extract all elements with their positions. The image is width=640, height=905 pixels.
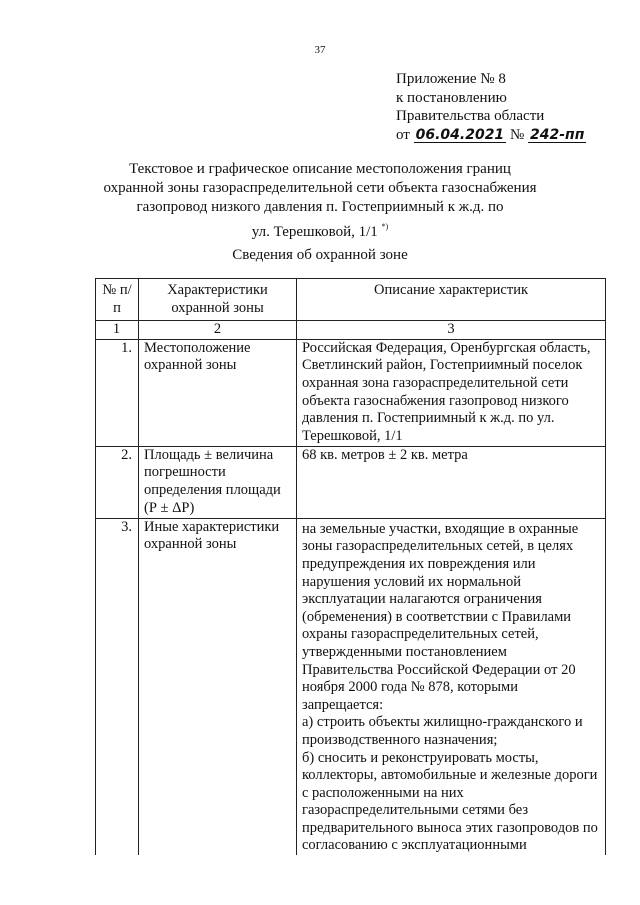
title-line2: охранной зоны газораспределительной сети объекта газоснабжения — [103, 180, 537, 196]
appendix-line4 — [396, 126, 586, 145]
characteristics-table — [95, 278, 606, 855]
title-footnote-mark: *) — [381, 222, 389, 231]
appendix-line2: к постановлению — [396, 89, 507, 106]
appendix-line1: Приложение № 8 — [396, 71, 506, 87]
title-line3: газопровод низкого давления п. Гостеприимный к ж.д. по — [136, 199, 504, 215]
handwritten-date: 06.04.2021 — [415, 126, 505, 143]
appendix-block — [396, 70, 586, 144]
row-number: 1. — [96, 339, 139, 446]
col-number-1: 1 — [96, 321, 139, 340]
col-number-3: 3 — [297, 321, 606, 340]
title-line4 — [90, 217, 550, 242]
restriction-item-b: б) сносить и реконструировать мосты, коллекторы, автомобильные и железные дороги с расположенными на них газораспределительными сетями без предварительного выноса этих газопроводов по согласованию с эксплуатационными — [302, 749, 598, 854]
title-line4-text: ул. Терешковой, 1/1 — [251, 224, 378, 240]
row-number: 2. — [96, 446, 139, 518]
restriction-item-a: а) строить объекты жилищно-гражданского и производственного назначения; — [302, 714, 583, 748]
table-row — [96, 339, 606, 446]
table-row — [96, 518, 606, 855]
row-number: 3. — [96, 518, 139, 855]
appendix-line3: Правительства области — [396, 108, 545, 124]
column-number-row — [96, 321, 606, 340]
row-characteristic: Местоположение охранной зоны — [139, 339, 297, 446]
table-row — [96, 446, 606, 518]
title-line1: Текстовое и графическое описание местоположения границ — [129, 161, 511, 177]
section-subtitle: Сведения об охранной зоне — [232, 247, 408, 263]
table-header-row — [96, 279, 606, 321]
handwritten-number: 242-пп — [530, 126, 585, 143]
header-description: Описание характеристик — [297, 279, 606, 321]
restrictions-intro: на земельные участки, входящие в охранные зоны газораспределительных сетей, в целях предупреждения их повреждения или нарушения условий их нормальной эксплуатации налагаются ограничения (обременения) в соответствии с Правилами охраны газораспределительных сетей, утвержденными постановлением Правительства Российской Федерации от 20 ноября 2000 года № 878, которыми запрещается: — [302, 520, 579, 713]
number-prefix: № — [509, 126, 525, 143]
col-number-2: 2 — [139, 321, 297, 340]
header-num: № п/п — [96, 279, 139, 321]
document-title — [90, 160, 550, 242]
date-prefix: от — [396, 126, 410, 143]
row-description: Российская Федерация, Оренбургская область, Светлинский район, Гостеприимный поселок охранная зона газораспределительной сети объекта газоснабжения газопровод низкого давления п. Гостеприимный к ж.д. по ул. Терешковой, 1/1 — [297, 339, 606, 446]
header-characteristics: Характеристики охранной зоны — [139, 279, 297, 321]
row-characteristic: Площадь ± величина погрешности определения площади (Р ± ΔР) — [139, 446, 297, 518]
page-number: 37 — [314, 44, 326, 56]
row-description: 68 кв. метров ± 2 кв. метра — [297, 446, 606, 518]
row-description — [297, 518, 606, 855]
row-characteristic: Иные характеристики охранной зоны — [139, 518, 297, 855]
